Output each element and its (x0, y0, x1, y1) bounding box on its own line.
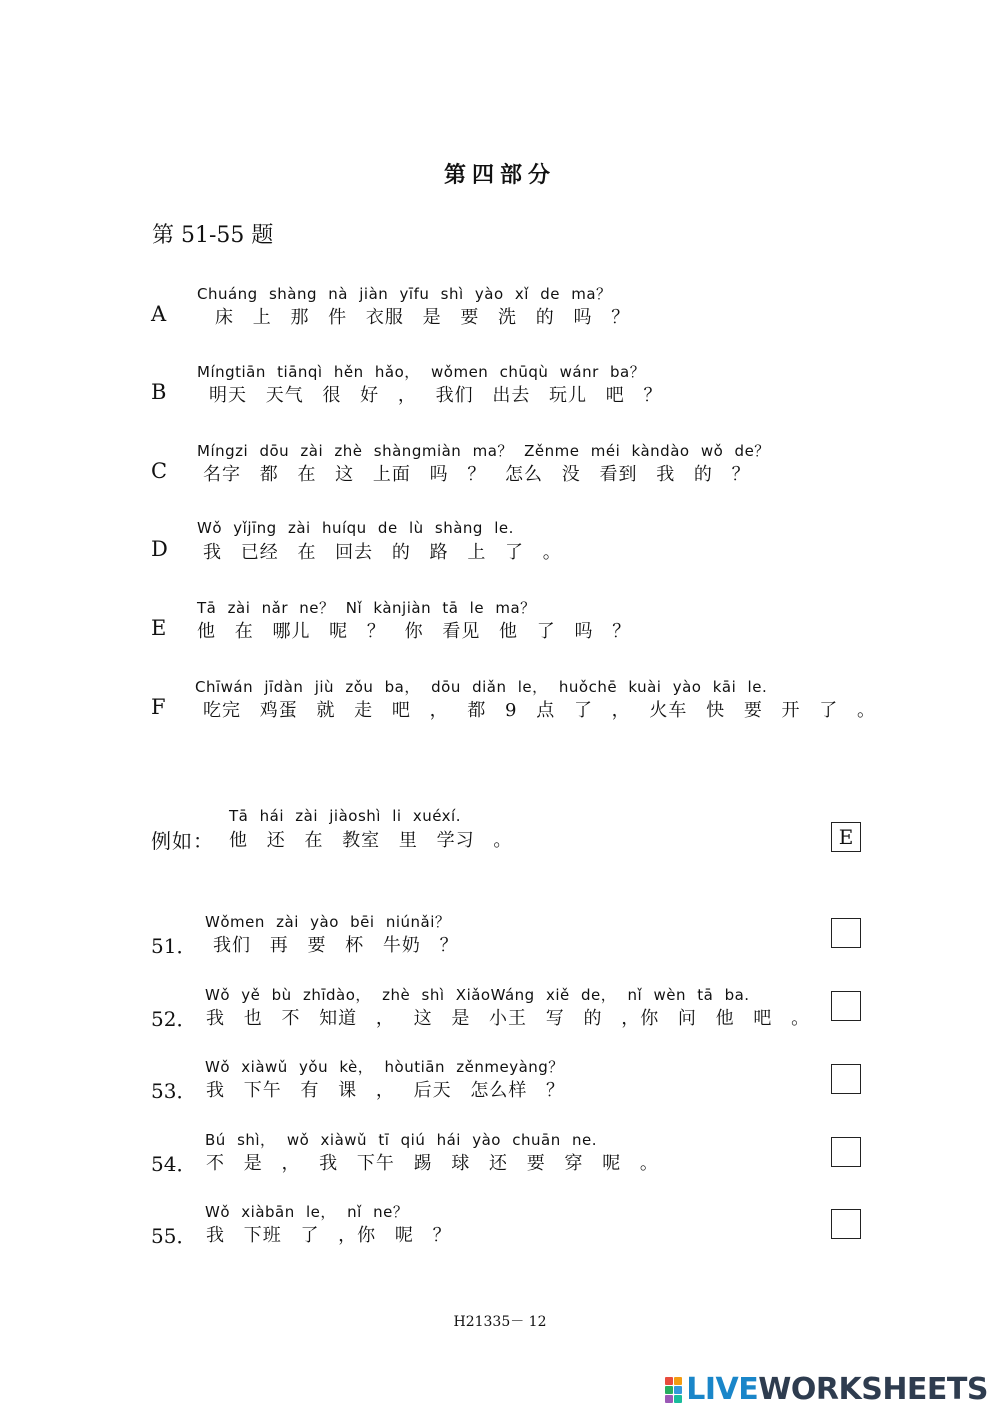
option-d-hanzi: 我 已经 在 回去 的 路 上 了 。 (203, 542, 562, 563)
answer-box-51[interactable] (831, 918, 861, 948)
option-e-hanzi: 他 在 哪儿 呢 ？ 你 看见 他 了 吗 ？ (197, 621, 632, 642)
logo-text-worksheets: WORKSHEETS (758, 1372, 988, 1407)
option-a-letter: A (151, 302, 167, 326)
option-a-hanzi: 床 上 那 件 衣服 是 要 洗 的 吗 ？ (215, 307, 631, 328)
logo-text-live: LIVE (686, 1372, 759, 1407)
example-hanzi: 他 还 在 教室 里 学习 。 (229, 830, 513, 851)
option-d-letter: D (151, 537, 168, 561)
liveworksheets-logo[interactable] (665, 1372, 988, 1407)
option-f-letter: F (151, 695, 166, 719)
example-label: 例如： (151, 829, 214, 853)
question-52-hanzi: 我 也 不 知道 ， 这 是 小王 写 的 ，你 问 他 吧 。 (206, 1008, 811, 1029)
question-53-hanzi: 我 下午 有 课 ， 后天 怎么样 ？ (206, 1080, 566, 1101)
option-a-pinyin: Chuáng shàng nà jiàn yīfu shì yào xǐ de ma？ (197, 285, 612, 303)
question-52-number: 52． (151, 1007, 197, 1031)
option-b-hanzi: 明天 天气 很 好 ， 我们 出去 玩儿 吧 ？ (209, 385, 663, 406)
question-54-pinyin: Bú shì， wǒ xiàwǔ tī qiú hái yào chuān ne. (205, 1131, 597, 1149)
question-55-pinyin: Wǒ xiàbān le， nǐ ne？ (205, 1203, 409, 1221)
option-d-pinyin: Wǒ yǐjīng zài huíqu de lù shàng le. (197, 519, 514, 537)
part-title: 第四部分 (443, 162, 556, 188)
question-55-number: 55． (151, 1224, 197, 1248)
question-54-hanzi: 不 是 ， 我 下午 踢 球 还 要 穿 呢 。 (206, 1153, 659, 1174)
question-54-number: 54． (151, 1152, 197, 1176)
option-b-pinyin: Míngtiān tiānqì hěn hǎo， wǒmen chūqù wánr ba？ (197, 363, 646, 381)
question-51-number: 51． (151, 934, 197, 958)
question-range: 第 51-55 题 (152, 223, 274, 248)
option-e-pinyin: Tā zài nǎr ne？ Nǐ kànjiàn tā le ma？ (197, 599, 536, 617)
question-53-number: 53． (151, 1079, 197, 1103)
option-c-pinyin: Míngzi dōu zài zhè shàngmiàn ma？ Zěnme méi kàndào wǒ de？ (197, 442, 770, 460)
page-code: H21335－ 12 (453, 1314, 547, 1330)
question-51-pinyin: Wǒmen zài yào bēi niúnǎi？ (205, 913, 451, 931)
example-answer-box: E (831, 822, 861, 852)
question-51-hanzi: 我们 再 要 杯 牛奶 ？ (213, 935, 459, 956)
option-f-hanzi: 吃完 鸡蛋 就 走 吧 ， 都 9 点 了 ， 火车 快 要 开 了 。 (203, 700, 876, 721)
option-e-letter: E (151, 616, 167, 640)
question-52-pinyin: Wǒ yě bù zhīdào， zhè shì XiǎoWáng xiě de， nǐ wèn tā ba. (205, 986, 750, 1004)
option-c-hanzi: 名字 都 在 这 上面 吗 ？ 怎么 没 看到 我 的 ？ (203, 464, 751, 485)
answer-box-52[interactable] (831, 991, 861, 1021)
liveworksheets-logo-icon (665, 1377, 682, 1403)
question-55-hanzi: 我 下班 了 ，你 呢 ？ (206, 1225, 452, 1246)
option-b-letter: B (151, 380, 167, 404)
answer-box-54[interactable] (831, 1137, 861, 1167)
answer-box-55[interactable] (831, 1209, 861, 1239)
question-53-pinyin: Wǒ xiàwǔ yǒu kè， hòutiān zěnmeyàng？ (205, 1058, 564, 1076)
example-pinyin: Tā hái zài jiàoshì li xuéxí. (229, 807, 461, 825)
option-c-letter: C (151, 459, 168, 483)
answer-box-53[interactable] (831, 1064, 861, 1094)
option-f-pinyin: Chīwán jīdàn jiù zǒu ba， dōu diǎn le， huǒchē kuài yào kāi le. (195, 678, 768, 696)
